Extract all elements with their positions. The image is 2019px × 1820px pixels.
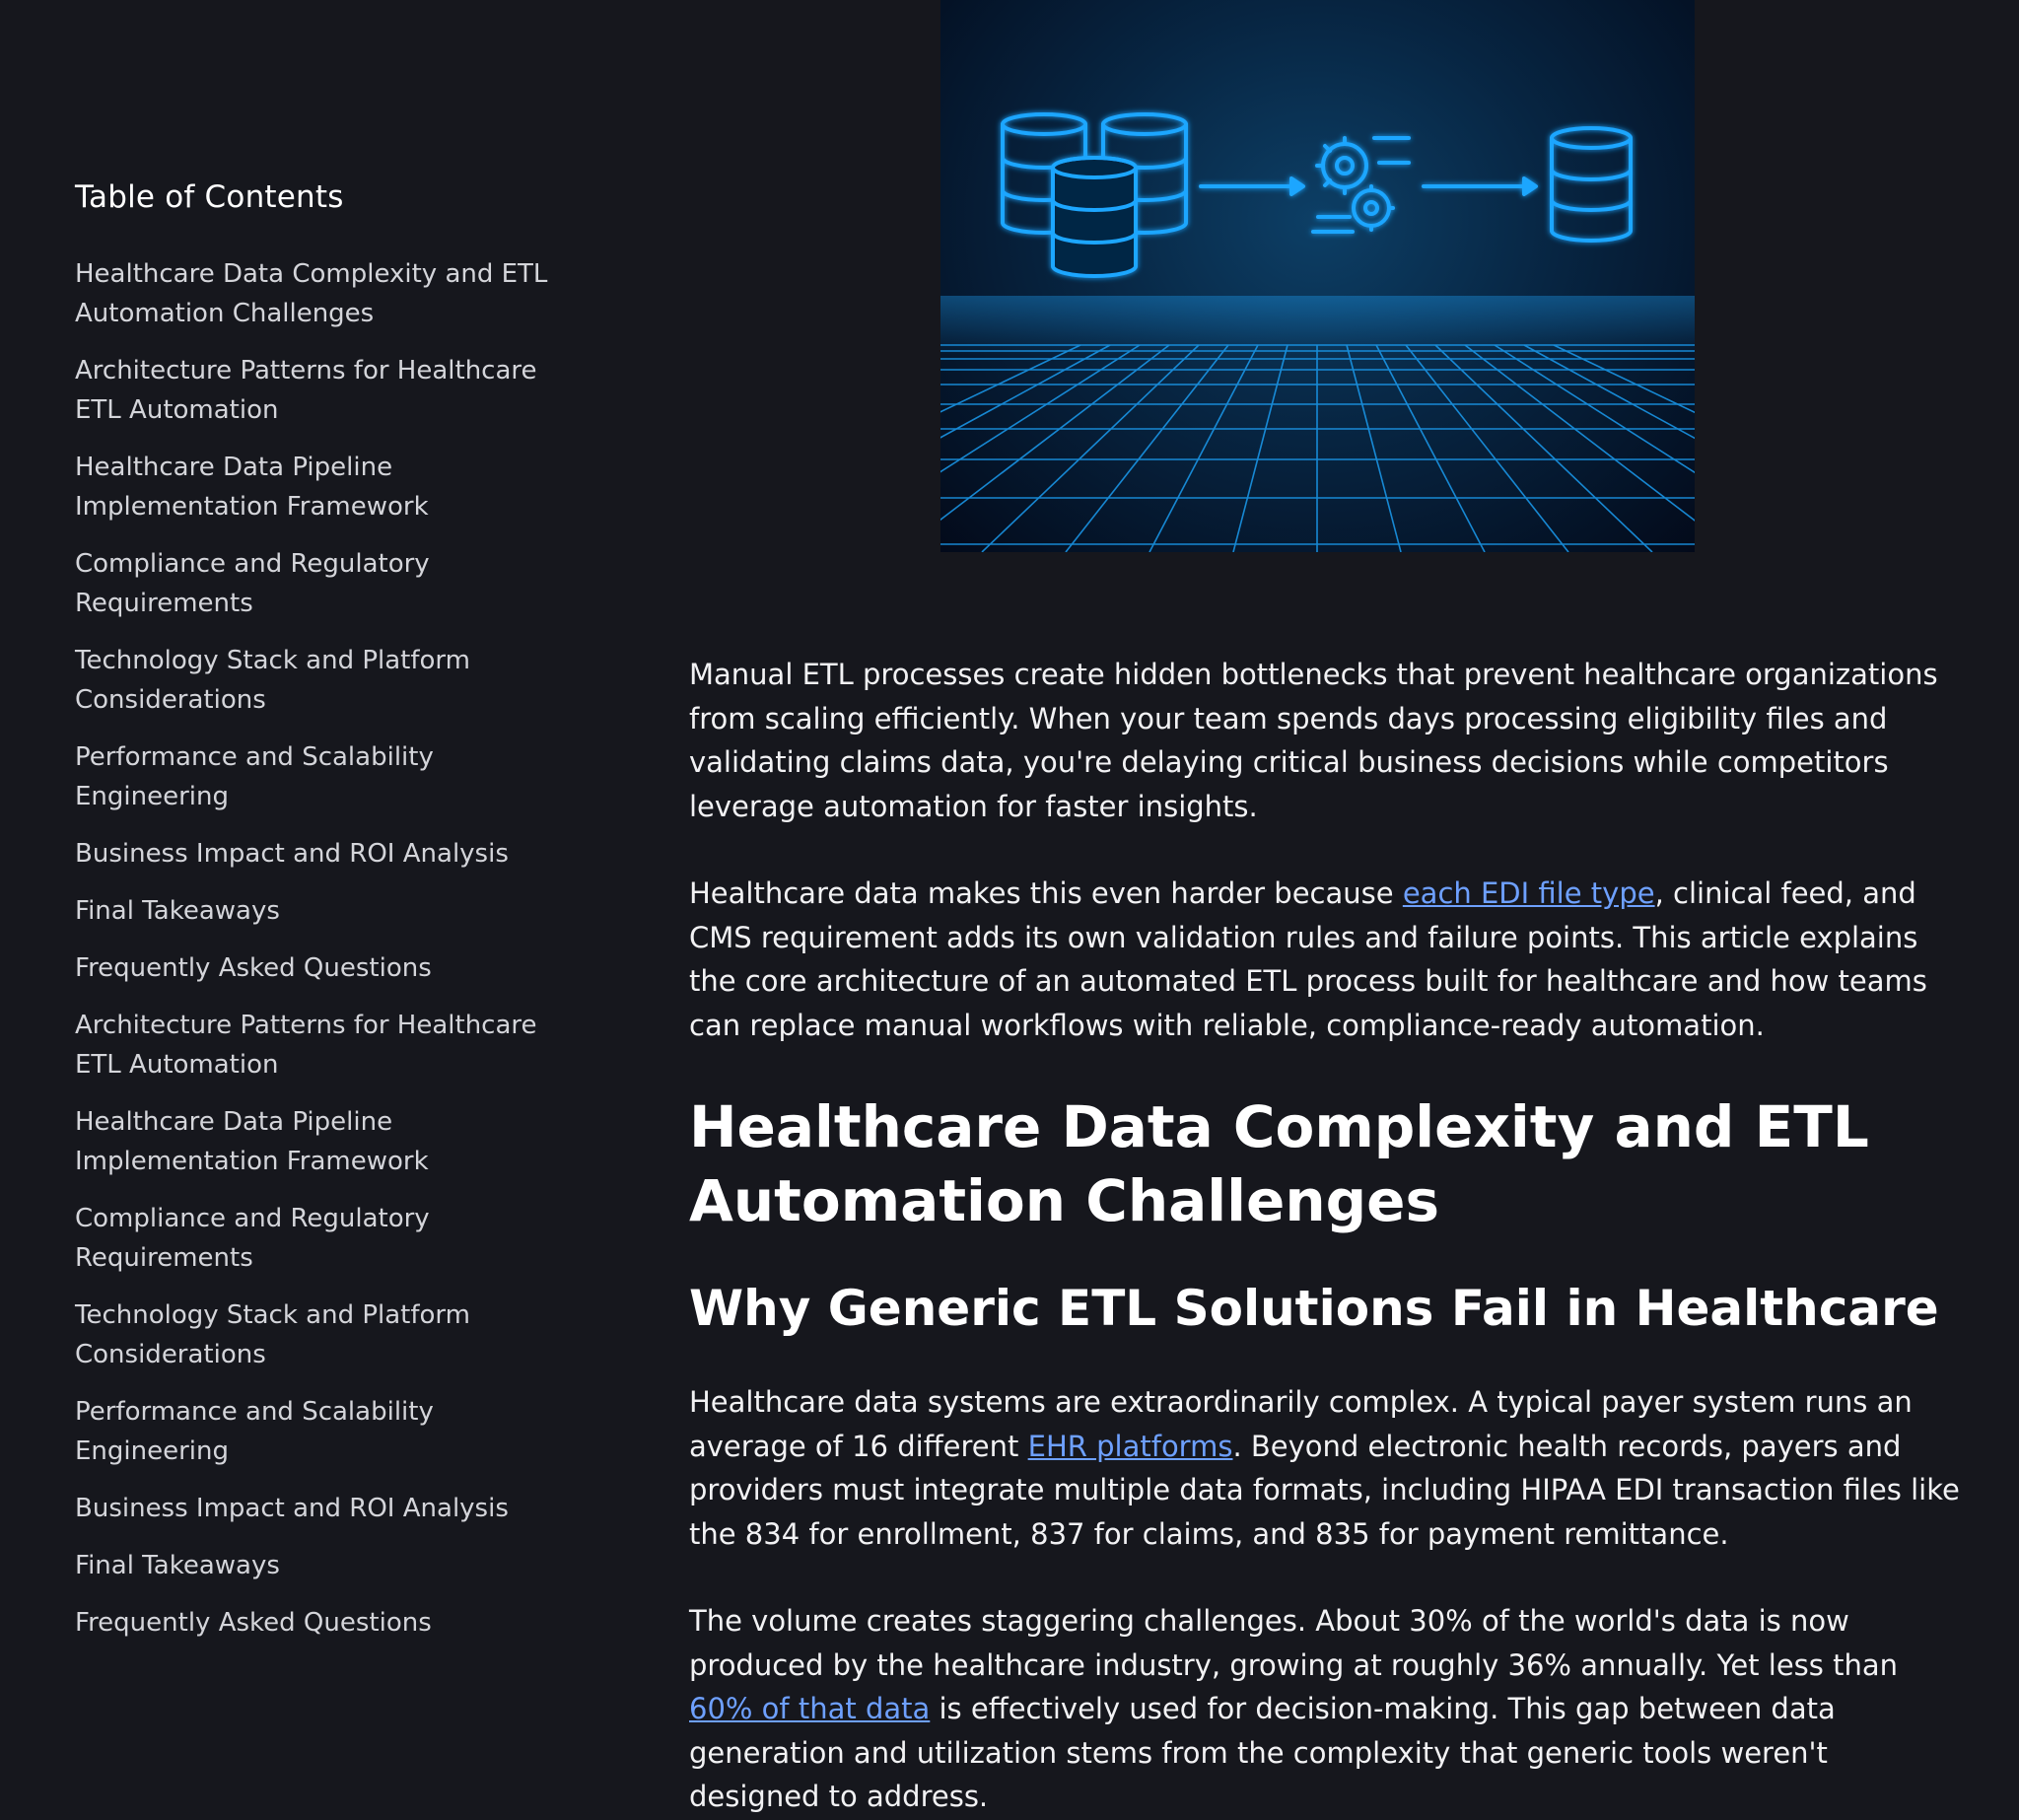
toc-item-faq-2[interactable]: Frequently Asked Questions bbox=[75, 1608, 432, 1638]
toc-item-performance[interactable]: Performance and Scalability Engineering bbox=[75, 742, 434, 811]
complexity-paragraph-text-2: . Beyond electronic health records, payers and providers must integrate multiple data formats, including HIPAA EDI transaction files like the 834 for enrollment, 837 for claims, and 835 for payment remittance. bbox=[689, 1429, 1960, 1551]
edi-paragraph-text-2: , clinical feed, and CMS requirement adds its own validation rules and failure points. This article explains the core architecture of an automated ETL process built for healthcare and how teams can replace manual workflows with reliable, compliance-ready automation. bbox=[689, 876, 1927, 1042]
intro-paragraph: Manual ETL processes create hidden bottlenecks that prevent healthcare organizations from scaling efficiently. When your team spends days processing eligibility files and validating claims data, you're delaying critical business decisions while competitors leverage automation for faster insights. bbox=[689, 658, 1938, 823]
perspective-grid bbox=[940, 345, 1695, 552]
toc-item-faq[interactable]: Frequently Asked Questions bbox=[75, 953, 432, 983]
toc-list bbox=[75, 254, 588, 1643]
gears-icon bbox=[1313, 138, 1409, 232]
toc-item-pipeline-framework[interactable]: Healthcare Data Pipeline Implementation Framework bbox=[75, 453, 429, 522]
toc-item-performance-2[interactable]: Performance and Scalability Engineering bbox=[75, 1397, 434, 1466]
complexity-paragraph bbox=[689, 1380, 1961, 1556]
toc-title: Table of Contents bbox=[75, 179, 344, 215]
toc-item-architecture-patterns[interactable]: Architecture Patterns for Healthcare ETL Automation bbox=[75, 356, 537, 425]
subsection-heading: Why Generic ETL Solutions Fail in Healthcare bbox=[689, 1280, 1939, 1337]
toc-item-architecture-patterns-2[interactable]: Architecture Patterns for Healthcare ETL Automation bbox=[75, 1011, 537, 1080]
toc-item-technology-stack[interactable]: Technology Stack and Platform Considerations bbox=[75, 646, 470, 715]
toc-item-final-takeaways-2[interactable]: Final Takeaways bbox=[75, 1551, 280, 1580]
arrow-right-icon bbox=[1201, 178, 1303, 194]
toc-item-compliance[interactable]: Compliance and Regulatory Requirements bbox=[75, 549, 430, 618]
volume-paragraph-text-1: The volume creates staggering challenges. About 30% of the world's data is now produced by the healthcare industry, growing at roughly 36% annually. Yet less than bbox=[689, 1604, 1899, 1682]
ehr-platforms-link[interactable]: EHR platforms bbox=[1027, 1429, 1233, 1463]
database-icon bbox=[1053, 158, 1136, 276]
toc-item-compliance-2[interactable]: Compliance and Regulatory Requirements bbox=[75, 1204, 430, 1273]
edi-paragraph-text-1: Healthcare data makes this even harder because bbox=[689, 876, 1403, 910]
volume-paragraph-text-2: is effectively used for decision-making. This gap between data generation and utilization stems from the complexity that generic tools weren't designed to address. bbox=[689, 1692, 1836, 1813]
etl-illustration bbox=[940, 0, 1695, 552]
edi-paragraph bbox=[689, 872, 1961, 1047]
toc-item-data-complexity[interactable]: Healthcare Data Complexity and ETL Automation Challenges bbox=[75, 259, 548, 328]
section-heading: Healthcare Data Complexity and ETL Automation Challenges bbox=[689, 1093, 1869, 1234]
toc-item-pipeline-framework-2[interactable]: Healthcare Data Pipeline Implementation Framework bbox=[75, 1107, 429, 1176]
arrow-right-icon bbox=[1424, 178, 1536, 194]
toc-item-business-impact-2[interactable]: Business Impact and ROI Analysis bbox=[75, 1494, 509, 1523]
volume-paragraph bbox=[689, 1599, 1961, 1819]
article-body bbox=[689, 653, 1961, 1820]
complexity-paragraph-text-1: Healthcare data systems are extraordinarily complex. A typical payer system runs an average of 16 different bbox=[689, 1385, 1913, 1463]
toc-item-business-impact[interactable]: Business Impact and ROI Analysis bbox=[75, 839, 509, 869]
data-usage-link[interactable]: 60% of that data bbox=[689, 1692, 931, 1725]
toc-item-technology-stack-2[interactable]: Technology Stack and Platform Considerations bbox=[75, 1300, 470, 1369]
table-of-contents bbox=[75, 170, 588, 1660]
edi-file-type-link[interactable]: each EDI file type bbox=[1402, 876, 1655, 910]
database-icon bbox=[1552, 128, 1631, 241]
toc-item-final-takeaways[interactable]: Final Takeaways bbox=[75, 896, 280, 926]
hero-image bbox=[940, 0, 1695, 552]
